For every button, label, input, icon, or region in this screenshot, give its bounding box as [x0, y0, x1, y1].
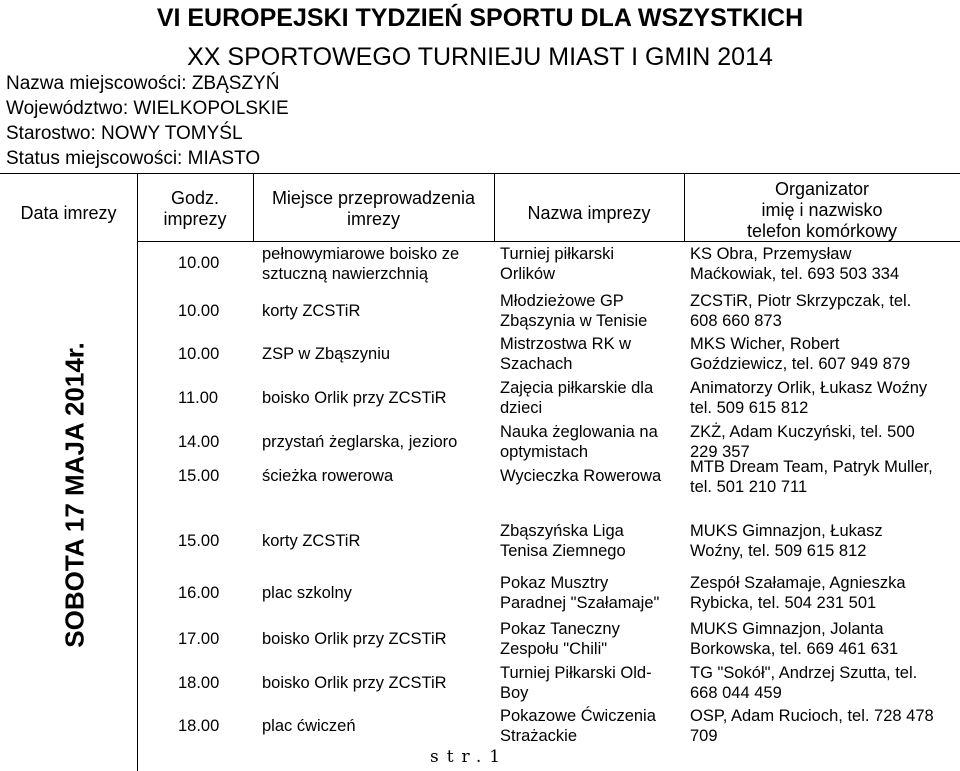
info-voivodeship: Województwo: WIELKOPOLSKIE — [6, 98, 289, 119]
event-place-line: pełnowymiarowe boisko ze — [262, 245, 460, 263]
event-name-line: Turniej piłkarski — [500, 245, 615, 263]
event-name — [500, 573, 659, 613]
event-organizer-line: Animatorzy Orlik, Łukasz Woźny — [690, 379, 928, 397]
event-name-line: Nauka żeglowania na — [500, 423, 658, 441]
event-name-line: Zespołu "Chili" — [500, 640, 608, 658]
event-time: 10.00 — [178, 254, 220, 272]
event-organizer-line: Zespół Szałamaje, Agnieszka — [690, 574, 906, 592]
event-place — [262, 583, 352, 603]
event-name-line: Pokaz Taneczny — [500, 620, 620, 638]
event-organizer — [690, 291, 911, 331]
event-place — [262, 432, 457, 452]
event-name-line: Strażackie — [500, 727, 578, 745]
date-column-border — [137, 173, 138, 771]
event-name — [500, 663, 652, 703]
event-organizer — [690, 378, 927, 418]
info-county: Starostwo: NOWY TOMYŚL — [6, 123, 243, 144]
event-time: 10.00 — [178, 302, 220, 320]
event-place — [262, 716, 356, 736]
event-organizer — [690, 706, 934, 746]
document-subtitle: XX SPORTOWEGO TURNIEJU MIAST I GMIN 2014 — [187, 43, 773, 71]
event-organizer — [690, 573, 906, 613]
info-status: Status miejscowości: MIASTO — [6, 148, 261, 169]
event-name-line: Paradnej "Szałamaje" — [500, 594, 660, 612]
event-name — [500, 244, 614, 284]
event-organizer — [690, 457, 933, 497]
event-organizer — [690, 422, 915, 462]
event-place-line: przystań żeglarska, jezioro — [262, 433, 458, 451]
event-organizer-line: Rybicka, tel. 504 231 501 — [690, 594, 877, 612]
event-time: 18.00 — [178, 674, 220, 692]
event-place — [262, 388, 447, 408]
event-time: 16.00 — [178, 584, 220, 602]
event-place-line: sztuczną nawierzchnią — [262, 265, 428, 283]
header-time: Godz. imprezy — [163, 188, 227, 229]
event-place-line: boisko Orlik przy ZCSTiR — [262, 630, 447, 648]
event-name-line: Młodzieżowe GP — [500, 292, 624, 310]
event-place — [262, 244, 459, 284]
event-organizer-line: MTB Dream Team, Patryk Muller, — [690, 458, 933, 476]
event-name-line: dzieci — [500, 399, 543, 417]
event-organizer-line: ZKŻ, Adam Kuczyński, tel. 500 — [690, 423, 915, 441]
event-organizer-line: Borkowska, tel. 669 461 631 — [690, 640, 899, 658]
event-organizer — [690, 244, 899, 284]
event-name-line: Pokaz Musztry — [500, 574, 609, 592]
event-name-line: Zbąszyńska Liga — [500, 522, 624, 540]
event-name-line: Turniej Piłkarski Old- — [500, 664, 652, 682]
event-time: 15.00 — [178, 532, 220, 550]
event-place-line: boisko Orlik przy ZCSTiR — [262, 389, 447, 407]
event-organizer — [690, 663, 917, 703]
event-organizer-line: 668 044 459 — [690, 684, 782, 702]
event-time: 10.00 — [178, 345, 220, 363]
event-name — [500, 706, 656, 746]
event-time: 18.00 — [178, 717, 220, 735]
event-name — [500, 334, 631, 374]
event-name-line: Boy — [500, 684, 529, 702]
event-name — [500, 521, 626, 561]
header-organizer: Organizator imię i nazwisko telefon komórkowy — [746, 179, 898, 241]
event-organizer-line: 229 357 — [690, 443, 750, 461]
event-organizer — [690, 619, 898, 659]
event-place-line: plac ćwiczeń — [262, 717, 356, 735]
event-organizer-line: 608 660 873 — [690, 312, 782, 330]
event-organizer-line: TG "Sokół", Andrzej Szutta, tel. — [690, 664, 918, 682]
event-organizer-line: MUKS Gimnazjon, Łukasz — [690, 522, 883, 540]
event-place — [262, 629, 447, 649]
event-name-line: Mistrzostwa RK w — [500, 335, 632, 353]
event-organizer-line: KS Obra, Przemysław — [690, 245, 852, 263]
event-time: 11.00 — [178, 389, 219, 407]
event-organizer-line: tel. 501 210 711 — [690, 478, 808, 496]
event-time: 17.00 — [178, 630, 220, 648]
document-title: VI EUROPEJSKI TYDZIEŃ SPORTU DLA WSZYSTKICH — [156, 4, 804, 32]
event-place-line: ścieżka rowerowa — [262, 467, 394, 485]
event-name-line: Szachach — [500, 355, 573, 373]
header-event-name: Nazwa imprezy — [527, 203, 651, 223]
event-name — [500, 619, 620, 659]
table-top-border — [0, 173, 960, 174]
event-organizer-line: 709 — [690, 727, 718, 745]
event-organizer-line: MKS Wicher, Robert — [690, 335, 840, 353]
event-name-line: Zajęcia piłkarskie dla — [500, 379, 654, 397]
event-organizer-line: OSP, Adam Rucioch, tel. 728 478 — [690, 707, 934, 725]
event-organizer-line: Maćkowiak, tel. 693 503 334 — [690, 265, 900, 283]
header-date: Data imrezy — [20, 203, 117, 223]
event-place-line: ZSP w Zbąszyniu — [262, 345, 391, 363]
event-place-line: boisko Orlik przy ZCSTiR — [262, 674, 447, 692]
event-name — [500, 466, 661, 486]
event-name-line: Zbąszynia w Tenisie — [500, 312, 648, 330]
event-date: SOBOTA 17 MAJA 2014r. — [59, 342, 90, 648]
event-organizer-line: Woźny, tel. 509 615 812 — [690, 542, 867, 560]
event-organizer-line: Goździewicz, tel. 607 949 879 — [690, 355, 911, 373]
event-place-line: korty ZCSTiR — [262, 302, 361, 320]
event-name-line: Orlików — [500, 265, 556, 283]
event-place — [262, 673, 447, 693]
event-place — [262, 466, 393, 486]
event-place-line: korty ZCSTiR — [262, 532, 361, 550]
event-place-line: plac szkolny — [262, 584, 352, 602]
info-town: Nazwa miejscowości: ZBĄSZYŃ — [6, 73, 280, 94]
event-name — [500, 291, 647, 331]
event-time: 15.00 — [178, 467, 220, 485]
event-name-line: Wycieczka Rowerowa — [500, 467, 662, 485]
event-organizer — [690, 521, 883, 561]
event-time: 14.00 — [178, 433, 220, 451]
event-name-line: Tenisa Ziemnego — [500, 542, 626, 560]
event-organizer-line: tel. 509 615 812 — [690, 399, 809, 417]
page-number: str.1 — [430, 747, 509, 767]
header-place: Miejsce przeprowadzenia imrezy — [271, 188, 476, 229]
event-name — [500, 422, 658, 462]
event-organizer — [690, 334, 910, 374]
event-place — [262, 344, 390, 364]
event-organizer-line: MUKS Gimnazjon, Jolanta — [690, 620, 884, 638]
event-name-line: Pokazowe Ćwiczenia — [500, 707, 656, 725]
event-organizer-line: ZCSTiR, Piotr Skrzypczak, tel. — [690, 292, 912, 310]
event-name-line: optymistach — [500, 443, 589, 461]
event-name — [500, 378, 653, 418]
event-place — [262, 301, 360, 321]
event-place — [262, 531, 360, 551]
